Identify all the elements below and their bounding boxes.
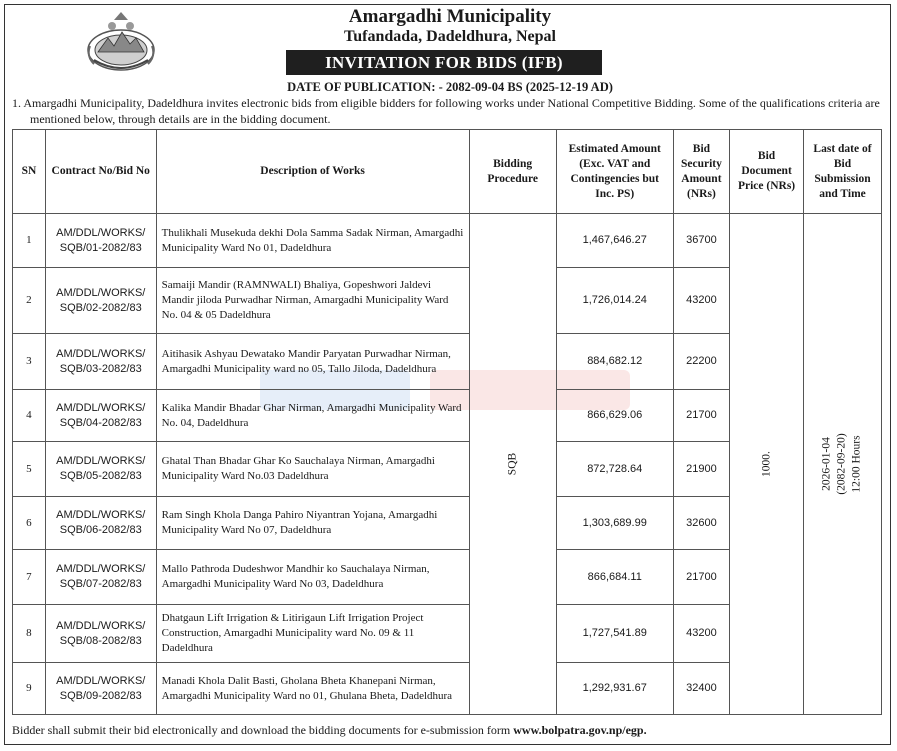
doc-price-cell (730, 214, 804, 715)
row-contract-no (45, 268, 156, 334)
row-sn: 4 (13, 390, 46, 442)
intro-line-1: 1. Amargadhi Municipality, Dadeldhura invites electronic bids from eligible bidders for following works under National Competitive Bidding. Some of the qualifications criteria are (12, 96, 880, 110)
deadline-bs: (2082-09-20) (835, 433, 848, 495)
contract-no-part-1: AM/DDL/WORKS/ (56, 347, 146, 360)
contract-no-part-2: SQB/01-2082/83 (59, 241, 142, 254)
contract-no-part-2: SQB/06-2082/83 (59, 524, 142, 536)
footer-note (12, 723, 884, 738)
header-sn: SN (13, 130, 46, 214)
intro-line-2: mentioned below, through details are in the bidding document. (30, 112, 331, 126)
row-security-amount: 32600 (673, 497, 729, 550)
row-sn: 5 (13, 442, 46, 497)
header-description: Description of Works (156, 130, 469, 214)
row-security-amount: 21700 (673, 550, 729, 605)
nepal-emblem-logo (84, 10, 158, 76)
contract-no-part-2: SQB/08-2082/83 (59, 634, 142, 647)
row-estimated-amount: 1,467,646.27 (556, 214, 673, 268)
row-description: Manadi Khola Dalit Basti, Gholana Bheta Khanepani Nirman, Amargadhi Municipality Ward no 01, Ghulana Bheta, Dadeldhura (156, 663, 469, 715)
contract-no-part-1: AM/DDL/WORKS/ (56, 286, 146, 299)
row-estimated-amount: 1,726,014.24 (556, 268, 673, 334)
ifb-banner: INVITATION FOR BIDS (IFB) (286, 50, 602, 75)
row-contract-no (45, 214, 156, 268)
header-security: Bid Security Amount (NRs) (673, 130, 729, 214)
row-sn: 1 (13, 214, 46, 268)
row-description: Thulikhali Musekuda dekhi Dola Samma Sadak Nirman, Amargadhi Municipality Ward No 01, Dadeldhura (156, 214, 469, 268)
row-description: Dhatgaun Lift Irrigation & Litirigaun Lift Irrigation Project Construction, Amargadhi Municipality ward No. 09 & 11 Dadeldhura (156, 605, 469, 663)
doc-price-value: 1000. (760, 451, 773, 477)
row-sn: 9 (13, 663, 46, 715)
row-security-amount: 21700 (673, 390, 729, 442)
row-contract-no (45, 334, 156, 390)
row-sn: 8 (13, 605, 46, 663)
deadline-time: 12:00 Hours (850, 435, 863, 493)
bids-table (12, 129, 882, 715)
header-contract: Contract No/Bid No (45, 130, 156, 214)
row-security-amount: 22200 (673, 334, 729, 390)
contract-no-part-2: SQB/09-2082/83 (59, 689, 142, 702)
row-description: Samaiji Mandir (RAMNWALI) Bhaliya, Gopeshwori Jaldevi Mandir jiloda Purwadhar Nirman, Amargadhi Municipality Ward No. 04 & 05 Dadeldhura (156, 268, 469, 334)
contract-no-part-1: AM/DDL/WORKS/ (56, 563, 146, 575)
row-sn: 6 (13, 497, 46, 550)
contract-no-part-1: AM/DDL/WORKS/ (56, 619, 146, 632)
intro-paragraph (12, 95, 884, 127)
row-description: Ram Singh Khola Danga Pahiro Niyantran Yojana, Amargadhi Municipality Ward No 07, Dadeldhura (156, 497, 469, 550)
row-description: Kalika Mandir Bhadar Ghar Nirman, Amargadhi Municipality Ward No. 04, Dadeldhura (156, 390, 469, 442)
publication-date: DATE OF PUBLICATION: - 2082-09-04 BS (2025-12-19 AD) (287, 80, 613, 94)
deadline-value (820, 433, 865, 494)
row-description: Ghatal Than Bhadar Ghar Ko Sauchalaya Nirman, Amargadhi Municipality Ward No.03 Dadeldhura (156, 442, 469, 497)
contract-no-part-1: AM/DDL/WORKS/ (56, 674, 146, 687)
table-row (13, 214, 882, 268)
row-estimated-amount: 1,303,689.99 (556, 497, 673, 550)
row-security-amount: 43200 (673, 268, 729, 334)
row-contract-no (45, 442, 156, 497)
deadline-cell (803, 214, 881, 715)
contract-no-part-1: AM/DDL/WORKS/ (56, 401, 146, 414)
row-security-amount: 32400 (673, 663, 729, 715)
row-estimated-amount: 872,728.64 (556, 442, 673, 497)
row-estimated-amount: 884,682.12 (556, 334, 673, 390)
procedure-cell (469, 214, 556, 715)
row-estimated-amount: 1,292,931.67 (556, 663, 673, 715)
row-security-amount: 36700 (673, 214, 729, 268)
row-contract-no (45, 550, 156, 605)
contract-no-part-2: SQB/05-2082/83 (59, 470, 142, 482)
procedure-value: SQB (506, 452, 519, 476)
municipality-title: Amargadhi Municipality (348, 6, 552, 27)
deadline-ad: 2026-01-04 (820, 437, 833, 491)
row-description: Mallo Pathroda Dudeshwor Mandhir ko Sauchalaya Nirman, Amargadhi Municipality Ward No 03, Dadeldhura (156, 550, 469, 605)
row-security-amount: 43200 (673, 605, 729, 663)
contract-no-part-2: SQB/04-2082/83 (59, 416, 142, 429)
bolpatra-link[interactable]: www.bolpatra.gov.np/egp. (513, 723, 647, 737)
row-contract-no (45, 663, 156, 715)
row-contract-no (45, 605, 156, 663)
row-estimated-amount: 866,684.11 (556, 550, 673, 605)
footer-text: Bidder shall submit their bid electronically and download the bidding documents for e-submission form (12, 723, 514, 737)
contract-no-part-1: AM/DDL/WORKS/ (56, 226, 146, 239)
contract-no-part-2: SQB/07-2082/83 (59, 578, 142, 590)
contract-no-part-2: SQB/03-2082/83 (59, 362, 142, 375)
row-contract-no (45, 390, 156, 442)
table-header-row (13, 130, 882, 214)
row-estimated-amount: 866,629.06 (556, 390, 673, 442)
row-sn: 7 (13, 550, 46, 605)
row-description: Aitihasik Ashyau Dewatako Mandir Paryatan Purwadhar Nirman, Amargadhi Municipality ward no 05, Tallo Jiloda, Dadeldhura (156, 334, 469, 390)
header-procedure: Bidding Procedure (469, 130, 556, 214)
municipality-address: Tufandada, Dadeldhura, Nepal (344, 28, 556, 45)
header-last-date: Last date of Bid Submission and Time (803, 130, 881, 214)
header-doc-price: Bid Document Price (NRs) (730, 130, 804, 214)
contract-no-part-1: AM/DDL/WORKS/ (56, 509, 146, 521)
row-security-amount: 21900 (673, 442, 729, 497)
row-estimated-amount: 1,727,541.89 (556, 605, 673, 663)
contract-no-part-2: SQB/02-2082/83 (59, 301, 142, 314)
row-sn: 2 (13, 268, 46, 334)
header-amount: Estimated Amount (Exc. VAT and Contingencies but Inc. PS) (556, 130, 673, 214)
row-sn: 3 (13, 334, 46, 390)
row-contract-no (45, 497, 156, 550)
contract-no-part-1: AM/DDL/WORKS/ (56, 455, 146, 467)
